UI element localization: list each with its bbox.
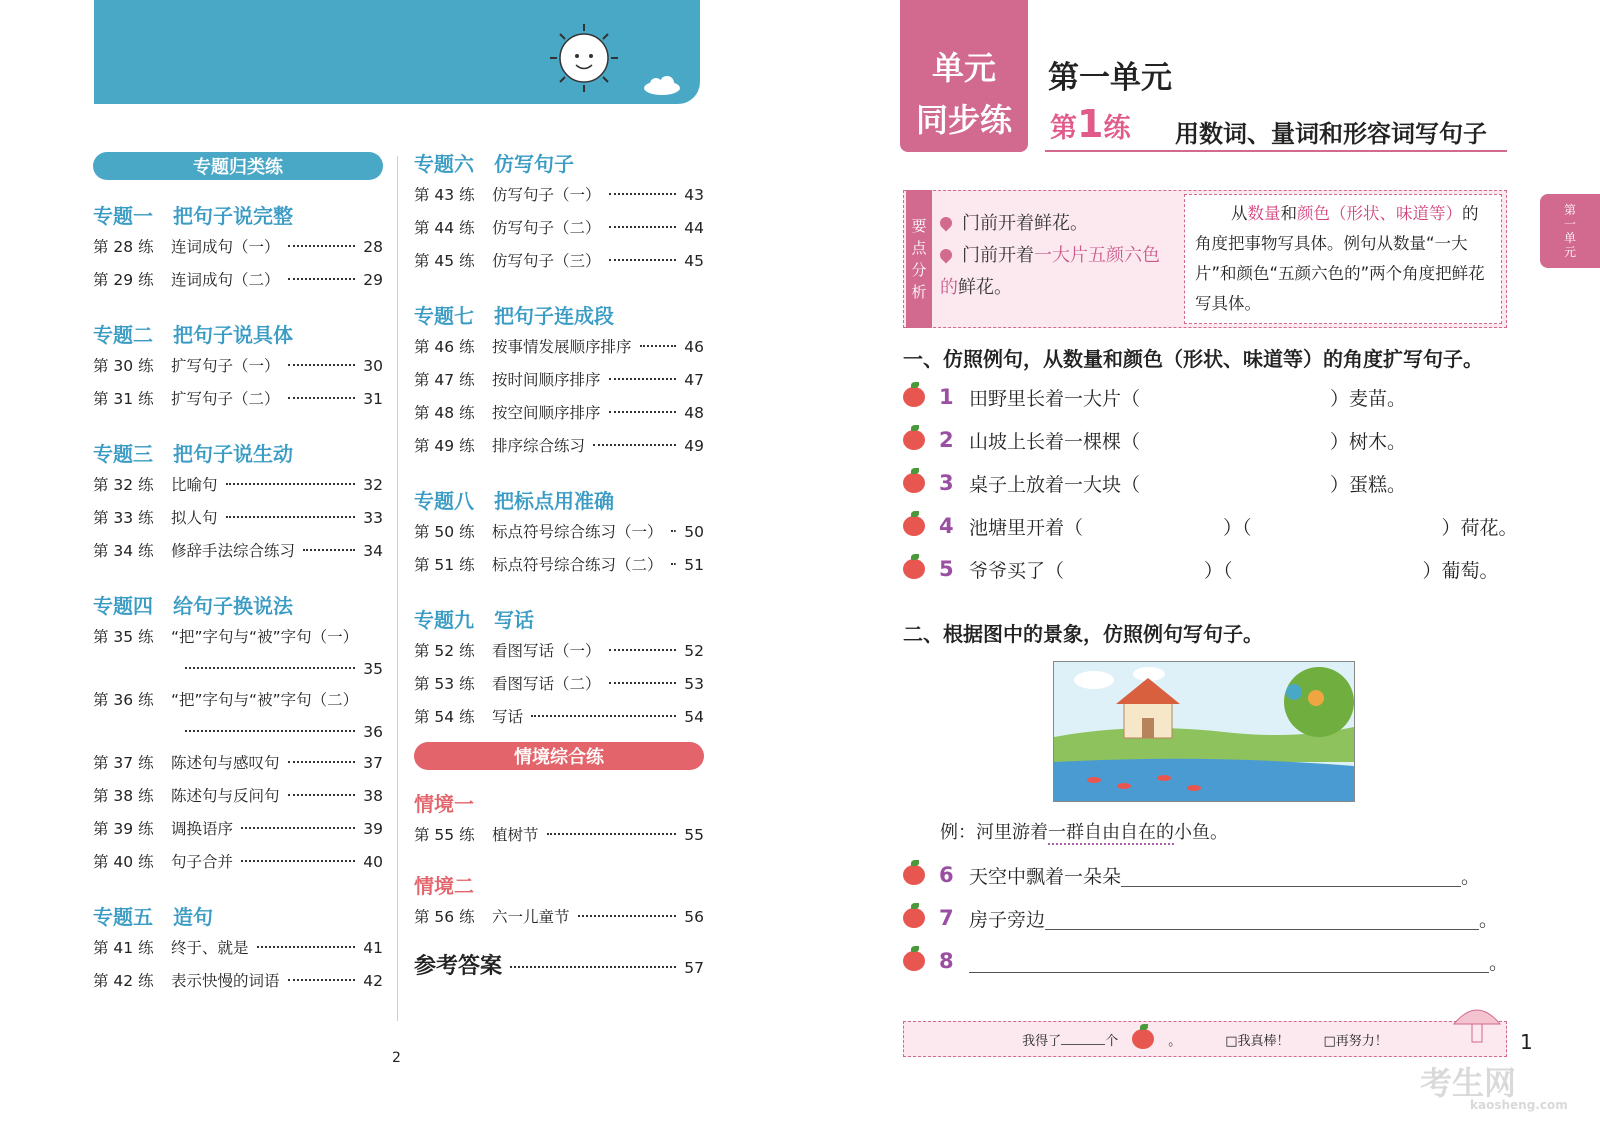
- question-1-heading: 一、仿照例句，从数量和颜色（形状、味道等）的角度扩写句子。: [903, 347, 1483, 371]
- unit-badge: 单元 同步练: [900, 0, 1028, 152]
- toc-entry[interactable]: 第 36 练 “把”字句与“被”字句（二）: [93, 691, 359, 709]
- topic-heading[interactable]: 专题八 把标点用准确: [414, 489, 614, 513]
- writing-item: 8 。: [903, 944, 1508, 978]
- topic-heading[interactable]: 专题四 给句子换说法: [93, 594, 293, 618]
- toc-entry[interactable]: 第 53 练 看图写话（二） 53: [414, 675, 704, 693]
- unit-title: 第一单元: [1048, 60, 1172, 96]
- toc-entry[interactable]: 第 52 练 看图写话（一） 52: [414, 642, 704, 660]
- topic-heading[interactable]: 专题九 写话: [414, 608, 534, 632]
- toc-entry[interactable]: 第 45 练 仿写句子（三） 45: [414, 252, 704, 270]
- apple-icon: [903, 559, 925, 579]
- topic-heading[interactable]: 专题六 仿写句子: [414, 152, 574, 176]
- score-blank[interactable]: [1061, 1032, 1105, 1045]
- question-2-heading: 二、根据图中的景象，仿照例句写句子。: [903, 622, 1263, 646]
- writing-line[interactable]: [969, 950, 1489, 973]
- writing-item: 7 房子旁边 。: [903, 901, 1498, 935]
- lesson-title: 用数词、量词和形容词写句子: [1175, 120, 1487, 148]
- topic-heading[interactable]: 专题五 造句: [93, 905, 213, 929]
- unit-side-tab[interactable]: 第 一 单 元: [1540, 194, 1600, 268]
- topic-heading[interactable]: 专题三 把句子说生动: [93, 442, 293, 466]
- toc-entry-continued: 36: [93, 717, 383, 747]
- toc-answers[interactable]: 参考答案 57: [414, 954, 704, 979]
- toc-entry[interactable]: 第 56 练 六一儿童节 56: [414, 908, 704, 926]
- section-pill-scenes: 情境综合练: [414, 742, 704, 770]
- apple-icon: [903, 951, 925, 971]
- checkbox-great[interactable]: □我真棒！: [1225, 1033, 1290, 1049]
- toc-entry[interactable]: 第 49 练 排序综合练习 49: [414, 437, 704, 455]
- toc-entry[interactable]: 第 41 练 终于、就是 41: [93, 939, 383, 957]
- topic-heading[interactable]: 专题一 把句子说完整: [93, 204, 293, 228]
- toc-entry[interactable]: 第 42 练 表示快慢的词语 42: [93, 972, 383, 990]
- toc-entry[interactable]: 第 34 练 修辞手法综合练习 34: [93, 542, 383, 560]
- apple-icon: [903, 516, 925, 536]
- section-pill-topics: 专题归类练: [93, 152, 383, 180]
- watermark: 考生网 kaosheng.com: [1420, 1064, 1568, 1112]
- example-sentence: 例：河里游着一群自由自在的小鱼。: [940, 822, 1228, 843]
- score-footer: 我得了 个 。 □我真棒！ □再努力！: [903, 1021, 1507, 1057]
- pin-icon: [938, 215, 955, 232]
- toc-entry[interactable]: 第 30 练 扩写句子（一） 30: [93, 357, 383, 375]
- exercise-item: 4 池塘里开着（ ）（ ）荷花。: [903, 509, 1518, 543]
- toc-entry[interactable]: 第 35 练 “把”字句与“被”字句（一）: [93, 628, 359, 646]
- toc-entry[interactable]: 第 29 练 连词成句（二） 29: [93, 271, 383, 289]
- toc-entry[interactable]: 第 44 练 仿写句子（二） 44: [414, 219, 704, 237]
- exercise-item: 1 田野里长着一大片（ ）麦苗。: [903, 380, 1406, 414]
- toc-entry[interactable]: 第 55 练 植树节 55: [414, 826, 704, 844]
- apple-icon: [1132, 1029, 1154, 1049]
- toc-entry[interactable]: 第 28 练 连词成句（一） 28: [93, 238, 383, 256]
- sun-illustration: [548, 22, 620, 94]
- page-number-right: 1: [1520, 1030, 1533, 1054]
- toc-entry[interactable]: 第 50 练 标点符号综合练习（一） 50: [414, 523, 704, 541]
- column-divider: [397, 156, 398, 1021]
- scene-illustration: [1053, 661, 1355, 802]
- toc-entry[interactable]: 第 31 练 扩写句子（二） 31: [93, 390, 383, 408]
- analysis-label: 要 点 分 析: [906, 190, 932, 328]
- toc-entry[interactable]: 第 43 练 仿写句子（一） 43: [414, 186, 704, 204]
- toc-entry[interactable]: 第 32 练 比喻句 32: [93, 476, 383, 494]
- toc-entry-continued: 35: [93, 654, 383, 684]
- toc-entry[interactable]: 第 37 练 陈述句与感叹句 37: [93, 754, 383, 772]
- scene-heading[interactable]: 情境二: [414, 874, 474, 898]
- toc-entry[interactable]: 第 46 练 按事情发展顺序排序 46: [414, 338, 704, 356]
- pin-icon: [938, 247, 955, 264]
- toc-entry[interactable]: 第 54 练 写话 54: [414, 708, 704, 726]
- analysis-note: 从数量和颜色（形状、味道等）的角度把事物写具体。例句从数量“一大片”和颜色“五颜六色的”两个角度把鲜花写具体。: [1184, 194, 1502, 324]
- toc-entry[interactable]: 第 40 练 句子合并 40: [93, 853, 383, 871]
- checkbox-try-harder[interactable]: □再努力！: [1323, 1033, 1388, 1049]
- apple-icon: [903, 865, 925, 885]
- topic-heading[interactable]: 专题七 把句子连成段: [414, 304, 614, 328]
- apple-icon: [903, 908, 925, 928]
- page-number-left: 2: [392, 1050, 401, 1066]
- exercise-item: 2 山坡上长着一棵棵（ ）树木。: [903, 423, 1406, 457]
- exercise-item: 5 爷爷买了（ ）（ ）葡萄。: [903, 552, 1499, 586]
- toc-entry[interactable]: 第 33 练 拟人句 33: [93, 509, 383, 527]
- analysis-examples: 门前开着鲜花。 门前开着一大片五颜六色的鲜花。: [940, 208, 1160, 304]
- apple-icon: [903, 430, 925, 450]
- toc-column-1: [93, 152, 383, 998]
- writing-item: 6 天空中飘着一朵朵 。: [903, 858, 1480, 892]
- exercise-item: 3 桌子上放着一大块（ ）蛋糕。: [903, 466, 1406, 500]
- toc-entry[interactable]: 第 47 练 按时间顺序排序 47: [414, 371, 704, 389]
- mushroom-icon: [1452, 1000, 1502, 1046]
- scene-heading[interactable]: 情境一: [414, 792, 474, 816]
- apple-icon: [903, 473, 925, 493]
- cloud-icon: [642, 76, 682, 96]
- topic-heading[interactable]: 专题二 把句子说具体: [93, 323, 293, 347]
- toc-entry[interactable]: 第 51 练 标点符号综合练习（二） 51: [414, 556, 704, 574]
- toc-entry[interactable]: 第 48 练 按空间顺序排序 48: [414, 404, 704, 422]
- writing-line[interactable]: [1121, 864, 1461, 887]
- toc-entry[interactable]: 第 39 练 调换语序 39: [93, 820, 383, 838]
- lesson-number: 第1练: [1050, 102, 1131, 146]
- toc-entry[interactable]: 第 38 练 陈述句与反问句 38: [93, 787, 383, 805]
- toc-column-2: [414, 148, 704, 990]
- writing-line[interactable]: [1045, 907, 1479, 930]
- apple-icon: [903, 387, 925, 407]
